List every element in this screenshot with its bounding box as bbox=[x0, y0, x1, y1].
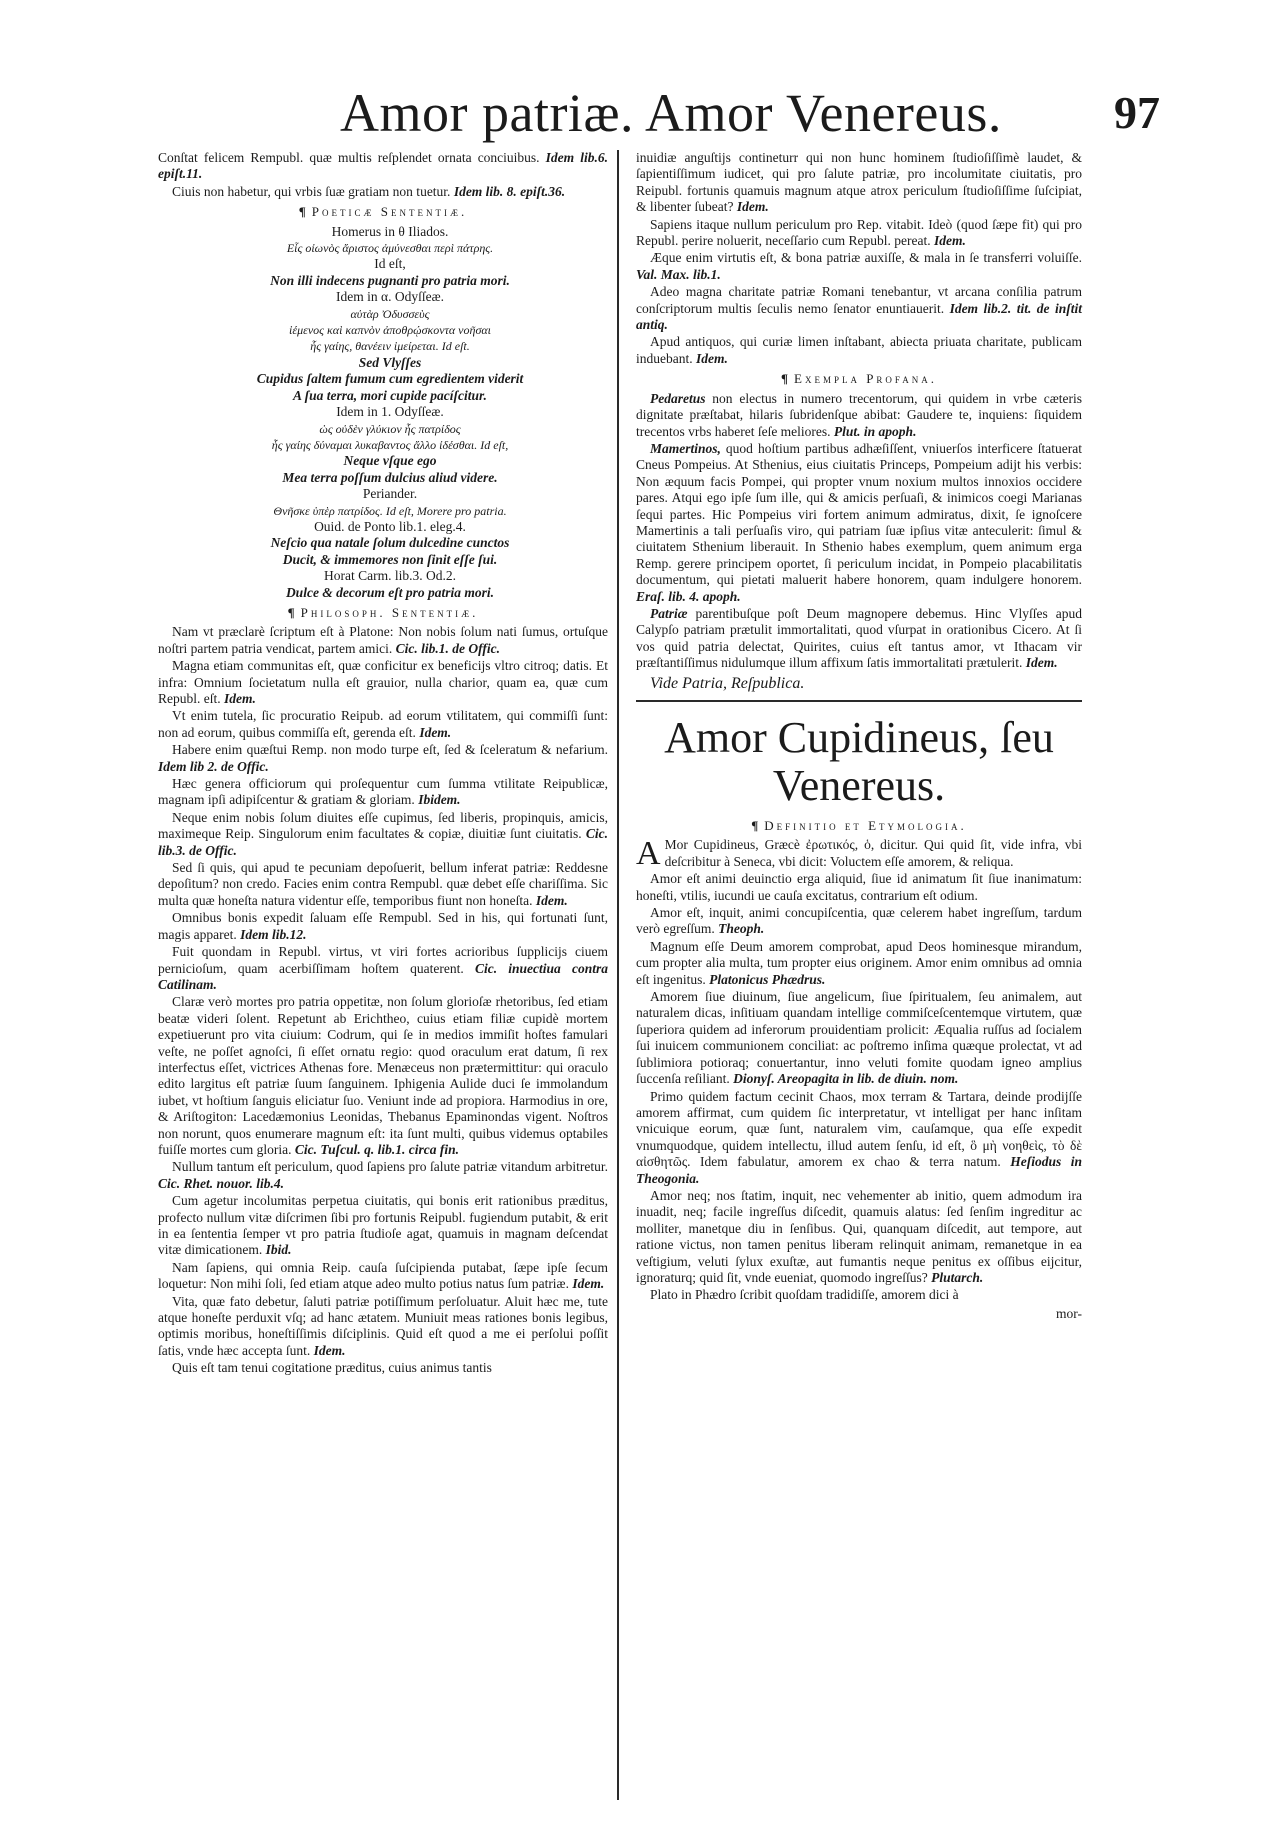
verse-line: Θνῆσκε ὑπὲρ πατρίδος. Id eſt, Morere pro patria. bbox=[273, 503, 507, 518]
page-header bbox=[330, 82, 1160, 152]
verse-line: ὡς οὐδὲν γλύκιον ἧς πατρίδος bbox=[319, 421, 461, 436]
paragraph: Patriæ parentibuſque poſt Deum magnopere debemus. Hinc Vlyſſes apud Calypſo patriam prætulit immortalitati, quod vſurpat in orationibus Cicero. At ſi vos quid patria delectat, Quirites, cuius eſt tantus amor, vt Ithacam vir præſtantiſſimus nidulumque illum affixum ſatis immortalitati prætulerit. Idem. bbox=[636, 605, 1082, 671]
paragraph: Magnum eſſe Deum amorem comprobat, apud Deos hominesque mirandum, cum propter alia multa, tum propter eius originem. Amor enim omnibus ad omnia eſt ingenitus. Platonicus Phædrus. bbox=[636, 938, 1082, 987]
paragraph: Quis eſt tam tenui cogitatione præditus, cuius animus tantis bbox=[172, 1360, 492, 1376]
verse-line: ἧς γαίης δύναμαι λυκαβαντος ἄλλο ἰδέσθαι. Id eſt, bbox=[271, 437, 509, 452]
section-heading-definition: ¶ Definitio et Etymologia. bbox=[751, 818, 967, 833]
verse-line: Sed Vlyſſes bbox=[358, 354, 422, 370]
verse-line: Id eſt, bbox=[374, 256, 406, 272]
running-title: Amor patriæ. Amor Venereus. bbox=[340, 83, 1002, 143]
paragraph: Sapiens itaque nullum periculum pro Rep. vitabit. Ideò (quod ſæpe fit) qui pro Republ. perire noluerit, neceſſario cum Republ. pereat. Idem. bbox=[636, 216, 1082, 249]
verse-line: Non illi indecens pugnanti pro patria mori. bbox=[270, 272, 510, 288]
paragraph: Amor eſt, inquit, animi concupiſcentia, quæ celerem habet ingreſſum, tardum verò egreſſum. Theoph. bbox=[636, 905, 1082, 937]
paragraph: Pedaretus non electus in numero trecentorum, qui quidem in vrbe cæteris dignitate præſtabat, hilaris ſubridenſque abibat: Gaudere te, inquiens: ſiquidem trecentos vrbs haberet ſeſe meliores. Plut. in apoph. bbox=[636, 390, 1082, 439]
drop-cap: A bbox=[636, 835, 661, 873]
paragraph: Mamertinos, quod hoſtium partibus adhæſiſſent, vniuerſos interficere ſtatuerat Cneus Pompeius. At Sthenius, eius ciuitatis Princeps, Pompeium adijt his verbis: Non æquum facis Pompei, qui propter vnum noxium multos innoxios occidere pares. Atqui ego ipſe ſum ille, qui & amicis perſuaſi, & inimicos coegi Marianas ſequi partes. Hic Pompeius viri fortem animum admiratus, dixit, ſe ignoſcere Mamertinis a tali perſuaſis viro, qui patriam ſuæ ipſius vitæ anteculerit: ſimul & ciuitatem Sthenium liberauit. In Sthenio habes exemplum, quem animum erga Remp. gerere principem oportet, ſi periculum incidat, in Pompeio placabilitatis documentum, qui pietati maluerit habere honorem, quam indulgere honorem. Eraſ. lib. 4. apoph. bbox=[636, 440, 1082, 604]
paragraph: Primo quidem factum cecinit Chaos, mox terram & Tartara, deinde prodijſſe amorem affirmat, cum quidem ſic interpretatur, vt intelligat per hanc inſitam vnicuique eorum, quæ ſunt, naturalem vim, cauſamque, qua eſſe expedit vnumquodque, quidem intellectu, illud autem ſenſu, id eſt, ὃ μὴ νοηθεὶς, τὸ δὲ αἰσθητῶς. Idem fabulatur, amorem ex chao & terra natum. Heſiodus in Theogonia. bbox=[636, 1088, 1083, 1186]
column-divider bbox=[617, 150, 619, 1800]
paragraph: Claræ verò mortes pro patria oppetitæ, non ſolum glorioſæ rhetoribus, ſed etiam beatæ videri ſolent. Repetunt ab Erichtheo, cuius etiam filiæ cupidè mortem expetiuerunt pro vita ciuium: Codrum, qui ſe in medios immiſit hoſtes famulari veſte, ne poſſet agnoſci, ſi eſſet ornatu regio: quod oraculum erat datum, ſi rex interfectus eſſet, victrices Athenas fore. Menæceus non prætermittitur: qui oraculo edito largitus eſt patriæ ſuum ſanguinem. Iphigenia Aulide duci ſe immolandum iubet, vt hoſtium ſanguis eliciatur ſuo. Veniunt inde ad propiora. Harmodius in ore, & Ariſtogiton: Lacedæmonius Leonidas, Thebanus Epaminondas vigent. Noſtros non norunt, quos enumerare magnum eſt: ita ſunt multi, quibus videmus optabiles fuiſſe mortes cum gloria. Cic. Tuſcul. q. lib.1. circa fin. bbox=[158, 994, 608, 1157]
paragraph: Nullum tantum eſt periculum, quod ſapiens pro ſalute patriæ vitandum arbitretur. Cic. Rhet. nouor. lib.4. bbox=[158, 1159, 608, 1191]
verse-line: Dulce & decorum eſt pro patria mori. bbox=[285, 584, 495, 600]
paragraph: A Mor Cupidineus, Græcè ἐρωτικός, ὁ, dicitur. Qui quid ſit, vide infra, vbi deſcribitur à Seneca, vbi dicit: Voluctem eſſe amorem, & reliqua. bbox=[636, 835, 1082, 873]
right-column bbox=[636, 150, 1082, 1322]
verse-line: ἱέμενος καὶ καπνὸν ἀποθρῴσκοντα νοῆσαι bbox=[289, 323, 491, 338]
verse-line: Periander. bbox=[362, 486, 418, 502]
paragraph: Nam vt præclarè ſcriptum eſt à Platone: Non nobis ſolum nati ſumus, ortuſque noſtri partem patria vendicat, partem amici. Cic. lib.1. de Offic. bbox=[158, 624, 608, 656]
section-heading-examples: ¶ Exempla Profana. bbox=[780, 371, 938, 387]
paragraph: Magna etiam communitas eſt, quæ conficitur ex beneficijs vltro citroq; datis. Et infra: Omnium ſocietatum nulla eſt grauior, nulla charior, quam ea, quæ cum Republ. eſt. Idem. bbox=[158, 658, 608, 706]
paragraph: Vita, quæ fato debetur, ſaluti patriæ potiſſimum perſoluatur. Aluit hæc me, tute atque honeſte perduxit vſq; ad hanc ætatem. Muniuit meas rationes bonis legibus, optimis moribus, honeſtiſſimis diſciplinis. Quid eſt quod a me ei perſolui poſſit ſatis, vnde hæc accepta ſunt. Idem. bbox=[158, 1293, 608, 1358]
paragraph: Amor eſt animi deuinctio erga aliquid, ſiue id animatum ſit ſiue inanimatum: honeſti, vtilis, iucundi ue cauſa excitatus, contrarium eſt odium. bbox=[636, 871, 1082, 903]
verse-line: αὐτὰρ Ὀδυσσεὺς bbox=[350, 306, 430, 321]
left-column bbox=[158, 150, 608, 1378]
chapter-title: Amor Cupidineus, ſeu Venereus. bbox=[664, 713, 1054, 810]
verse-line: ἧς γαίης, θανέειν ἱμείρεται. Id eſt. bbox=[310, 339, 470, 354]
page-number: 97 bbox=[1114, 87, 1160, 138]
paragraph: Omnibus bonis expedit ſaluam eſſe Rempubl. Sed in his, qui fortunati ſunt, magis apparet. Idem lib.12. bbox=[158, 910, 608, 942]
section-heading-poetic: ¶ Poeticæ Sententiæ. bbox=[298, 204, 468, 220]
paragraph: Fuit quondam in Republ. virtus, vt viri fortes acrioribus ſupplicijs ciuem pernicioſum, quam acerbiſſimam hoſtem quaterent. Cic. inuectiua contra Catilinam. bbox=[158, 944, 609, 992]
paragraph: Cum agetur incolumitas perpetua ciuitatis, qui bonis erit rationibus præditus, profecto nullum vitæ diſcrimen ſibi pro fortunis Reipubl. fugiendum putabit, & erit in ea ſententia ſemper vt pro patria ſtudioſe agat, quamuis in magnam deſcendat vitæ dimicationem. Ibid. bbox=[158, 1193, 608, 1258]
paragraph: Amorem ſiue diuinum, ſiue angelicum, ſiue ſpiritualem, ſeu animalem, aut naturalem dicas, inſitiuam quandam intellige commiſceſcentemque virtutem, quæ ſuperiora quidem ad inferorum prouidentiam prolicit: Æqualia ruſſus ad ſocialem ſui inuicem communionem conciliat: ac poſtremo inſima quæque prolectat, vt ad ſublimiora potioraq; conuertantur, inno veluti fomite quodam igneo amplius ſuccenſa reſiliant. Dionyſ. Areopagita in lib. de diuin. nom. bbox=[636, 989, 1082, 1087]
verse-line: Εἷς οἰωνὸς ἄριστος ἀμύνεσθαι περὶ πάτρης. bbox=[286, 241, 494, 256]
verse-line: Mea terra poſſum dulcius aliud videre. bbox=[282, 469, 498, 485]
paragraph: Sed ſi quis, qui apud te pecuniam depoſuerit, bellum inferat patriæ: Reddesne depoſitum? non credo. Facies enim contra Rempubl. quæ debet eſſe chariſſima. Sic multa quæ honeſta natura videntur eſſe, temporibus fiunt non honeſta. Idem. bbox=[158, 860, 608, 908]
paragraph: Neque enim nobis ſolum diuites eſſe cupimus, ſed liberis, propinquis, amicis, maximeque Reip. Singulorum enim facultates & copiæ, diuitiæ ſunt ciuitatis. Cic. lib.3. de Offic. bbox=[158, 809, 608, 858]
paragraph: Amor neq; nos ſtatim, inquit, nec vehementer ab initio, quem admodum ira inuadit, neq; facile ingreſſus diſcedit, quamuis alatus: ſed ſenſim ingreditur ac molliter, manetque diu in ſenſibus. Qui, quanquam diſcedit, aut tempore, aut ratione victus, non tamen penitus liberam relinquit animam, remanetque in ea veſtigium, veluti ſylux exuſtæ, aut fumantis neque penitus ex oſſibus eijcitur, ignoraturq; quid ſit, vnde eueniat, quomodo ingreſſus? Plutarch. bbox=[636, 1187, 1082, 1285]
paragraph: Hæc genera officiorum qui proſequentur cum ſumma vtilitate Reipublicæ, magnam ipſi adipiſcentur & gratiam & gloriam. Ibidem. bbox=[158, 776, 608, 808]
verse-line: Neque vſque ego bbox=[343, 453, 437, 469]
cross-reference: Vide Patria, Reſpublica. bbox=[650, 674, 805, 692]
catchword: mor- bbox=[1056, 1305, 1082, 1321]
paragraph: Æque enim virtutis eſt, & bona patriæ auxiſſe, & mala in ſe transferri voluiſſe. Val. Max. lib.1. bbox=[636, 250, 1082, 282]
paragraph: Apud antiquos, qui curiæ limen inſtabant, abiecta priuata charitate, publicam induebant. Idem. bbox=[636, 334, 1082, 366]
verse-line: Horat Carm. lib.3. Od.2. bbox=[324, 568, 456, 584]
verse-line: Cupidus ſaltem fumum cum egredientem viderit bbox=[256, 371, 524, 387]
paragraph: Ciuis non habetur, qui vrbis ſuæ gratiam non tuetur. Idem lib. 8. epiſt.36. bbox=[172, 183, 566, 199]
paragraph: Conſtat felicem Rempubl. quæ multis reſplendet ornata conciuibus. Idem lib.6. epiſt.11. bbox=[158, 150, 608, 182]
verse-line: Idem in α. Odyſſeæ. bbox=[336, 289, 444, 305]
paragraph: Vt enim tutela, ſic procuratio Reipub. ad eorum vtilitatem, qui commiſſi ſunt: non ad eorum, quibus commiſſa eſt, gerenda eſt. Idem. bbox=[158, 708, 608, 740]
verse-line: Ducit, & immemores non ſinit eſſe ſui. bbox=[282, 551, 498, 567]
verse-line: Idem in 1. Odyſſeæ. bbox=[336, 404, 444, 420]
verse-line: Homerus in θ Iliados. bbox=[331, 223, 449, 239]
verse-line: Ouid. de Ponto lib.1. eleg.4. bbox=[314, 518, 466, 534]
verse-line: A ſua terra, mori cupide pacíſcitur. bbox=[293, 387, 487, 403]
paragraph: Habere enim quæſtui Remp. non modo turpe eſt, ſed & ſceleratum & nefarium. Idem lib 2. de Offic. bbox=[158, 742, 608, 774]
paragraph: Nam ſapiens, qui omnia Reip. cauſa ſuſcipienda putabat, ſæpe ipſe ſecum loquetur: Non mihi ſoli, ſed etiam atque adeo multo potius natus ſum patriæ. Idem. bbox=[158, 1259, 608, 1292]
paragraph: Adeo magna charitate patriæ Romani tenebantur, vt arcana conſilia patrum conſcriptorum multis ſeculis nemo ſenator enuntiauerit. Idem lib.2. tit. de inſtit antiq. bbox=[636, 284, 1083, 333]
paragraph: inuidiæ anguſtijs contineturr qui non hunc hominem ſtudioſiſſimè laudet, & ſapientiſſimum iudicet, qui pro ſalute patriæ, pro incolumitate ciuitatis, pro Reipubl. fortunis quamuis magnum atque atrox periculum ſtudioſiſſime ſuſcipiat, & libenter ſubeat? Idem. bbox=[636, 150, 1082, 215]
verse-line: Neſcio qua natale ſolum dulcedine cunctos bbox=[270, 535, 510, 551]
section-rule bbox=[636, 700, 1082, 702]
section-heading-philosophical: ¶ Philosoph. Sententiæ. bbox=[287, 604, 479, 620]
paragraph: Plato in Phædro ſcribit quoſdam tradidiſſe, amorem dici à bbox=[650, 1287, 959, 1303]
